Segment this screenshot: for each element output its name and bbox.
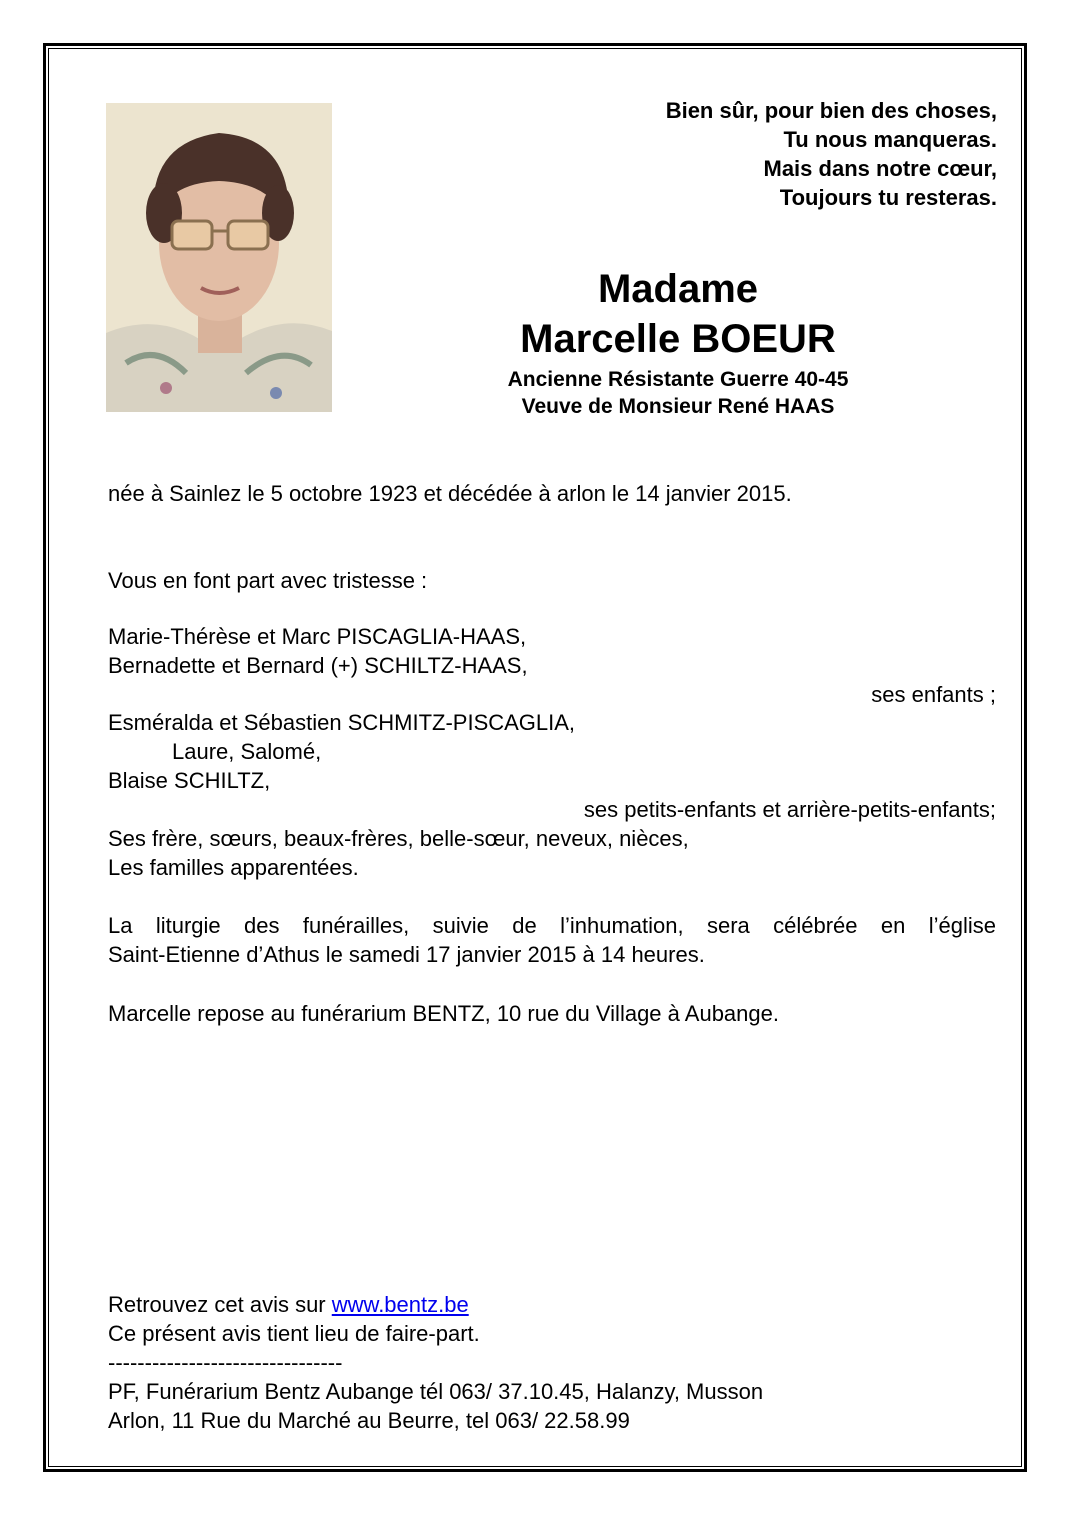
- relatives-line: Ses frère, sœurs, beaux-frères, belle-sœur, neveux, nièces,: [108, 826, 689, 851]
- deceased-role: Ancienne Résistante Guerre 40-45: [507, 368, 849, 391]
- grandchild-entry: Laure, Salomé,: [172, 739, 322, 764]
- poem-line: Mais dans notre cœur,: [763, 156, 997, 181]
- child-entry: Marie-Thérèse et Marc PISCAGLIA-HAAS,: [108, 624, 527, 649]
- poem-line: Bien sûr, pour bien des choses,: [665, 98, 997, 123]
- widow-of: Veuve de Monsieur René HAAS: [521, 395, 835, 418]
- salutation: Madame: [597, 267, 759, 311]
- grandchild-entry: Blaise SCHILTZ,: [108, 768, 271, 793]
- contact-line: Arlon, 11 Rue du Marché au Beurre, tel 063/ 22.58.99: [108, 1408, 630, 1433]
- liturgy-paragraph: [108, 911, 996, 969]
- liturgy-line: Saint-Etienne d’Athus le samedi 17 janvier 2015 à 14 heures.: [108, 942, 705, 967]
- children-label: ses enfants ;: [871, 682, 996, 707]
- poem-line: Tu nous manqueras.: [783, 127, 997, 152]
- repose-line: Marcelle repose au funérarium BENTZ, 10 rue du Village à Aubange.: [108, 1001, 779, 1026]
- birth-death-line: née à Sainlez le 5 octobre 1923 et décédée à arlon le 14 janvier 2015.: [108, 481, 792, 506]
- poem-line: Toujours tu resteras.: [779, 185, 997, 210]
- liturgy-line: La liturgie des funérailles, suivie de l’inhumation, sera célébrée en l’église: [108, 913, 996, 938]
- website-prefix: Retrouvez cet avis sur: [108, 1292, 332, 1317]
- portrait-photo: [106, 103, 332, 412]
- intro-line: Vous en font part avec tristesse :: [108, 568, 428, 593]
- separator-line: --------------------------------: [108, 1350, 343, 1375]
- poem-verse: [666, 96, 997, 212]
- website-link[interactable]: www.bentz.be: [331, 1292, 469, 1317]
- website-line: [108, 1290, 469, 1319]
- relatives-line: Les familles apparentées.: [108, 855, 359, 880]
- deceased-name: Marcelle BOEUR: [520, 317, 836, 361]
- contact-line: PF, Funérarium Bentz Aubange tél 063/ 37.10.45, Halanzy, Musson: [108, 1379, 764, 1404]
- grandchild-entry: Esméralda et Sébastien SCHMITZ-PISCAGLIA,: [108, 710, 576, 735]
- notice-line: Ce présent avis tient lieu de faire-part.: [108, 1321, 480, 1346]
- child-entry: Bernadette et Bernard (+) SCHILTZ-HAAS,: [108, 653, 528, 678]
- grandchildren-label: ses petits-enfants et arrière-petits-enfants;: [583, 797, 996, 822]
